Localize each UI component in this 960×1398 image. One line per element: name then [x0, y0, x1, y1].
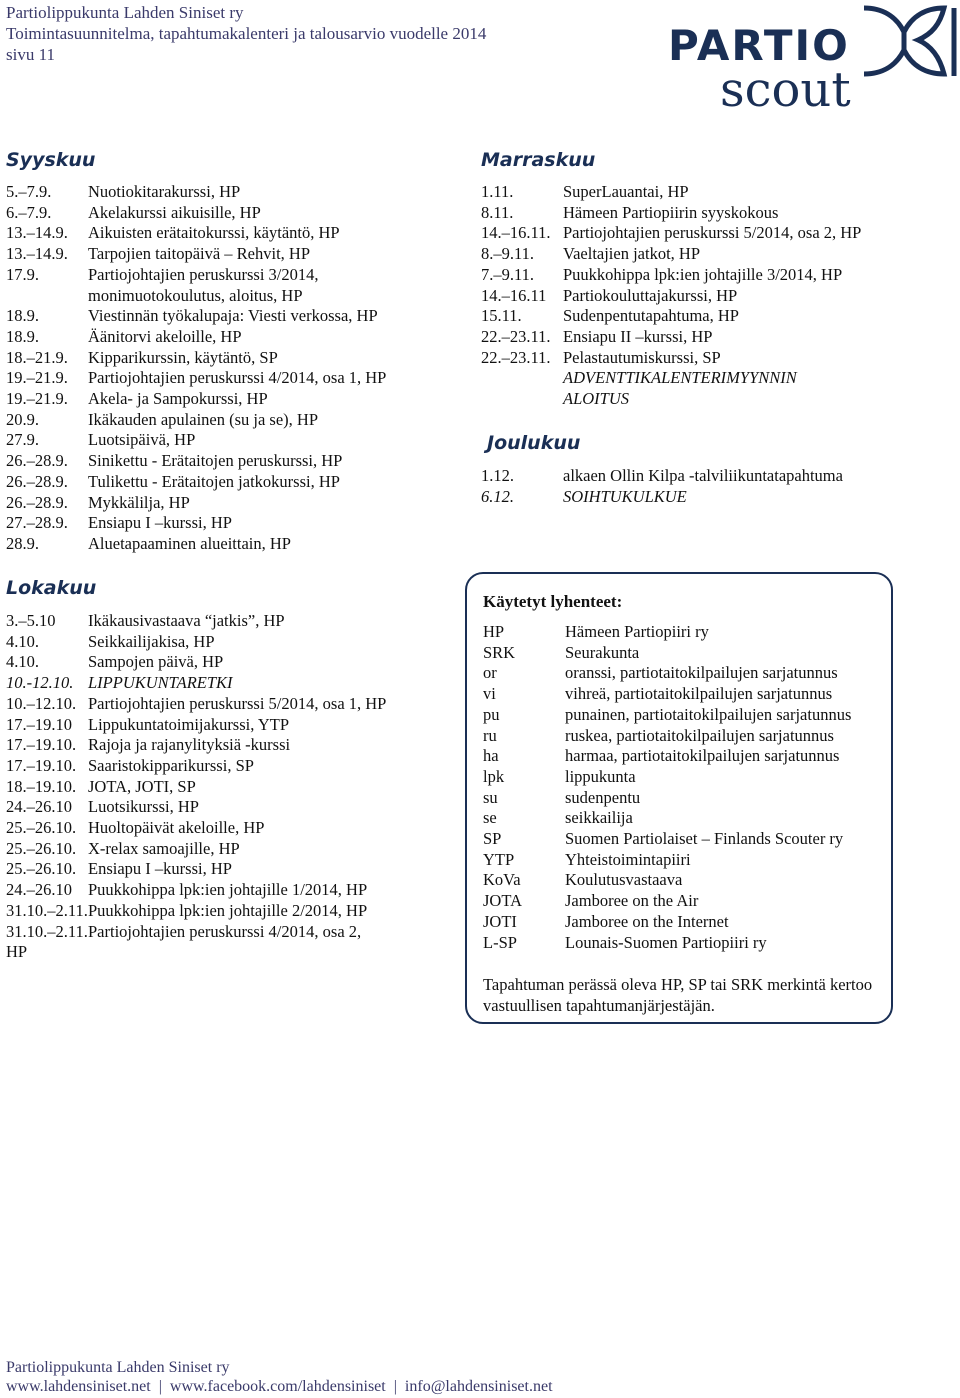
item-text: Vaeltajien jatkot, HP [563, 244, 701, 264]
list-item [6, 472, 456, 493]
item-date: 18.–21.9. [6, 347, 68, 367]
list-item [481, 306, 951, 327]
list-item [481, 265, 951, 286]
list-item [483, 684, 851, 705]
item-text: Pelastautumiskurssi, SP [563, 347, 721, 367]
logo-scout-text: scout [720, 62, 851, 114]
list-item [483, 870, 851, 891]
item-text: X-relax samoajille, HP [88, 838, 240, 858]
list-item [483, 767, 851, 788]
item-date: 6.12. [481, 486, 514, 506]
list-item [481, 348, 951, 369]
item-text: Koulutusvastaava [565, 870, 683, 890]
item-text: Ikäkausivastaava “jatkis”, HP [88, 611, 285, 630]
item-date: 24.–26.10 [6, 880, 72, 900]
item-text: Kipparikurssin, käytäntö, SP [88, 347, 278, 367]
item-date: 15.11. [481, 306, 522, 326]
item-date: or [483, 663, 497, 683]
item-date: su [483, 787, 498, 807]
item-text: Suomen Partiolaiset – Finlands Scouter ry [565, 829, 844, 849]
item-text: Luotsipäivä, HP [88, 430, 196, 450]
item-text: Seikkailijakisa, HP [88, 631, 215, 651]
event-list-marraskuu [481, 182, 951, 410]
item-text: Rajoja ja rajanylityksiä -kurssi [88, 735, 291, 755]
list-item [6, 451, 456, 472]
item-date: 13.–14.9. [6, 244, 68, 264]
item-text: vihreä, partiotaitokilpailujen sarjatunnus [565, 684, 833, 704]
item-text [27, 942, 456, 963]
scout-lily-icon [864, 8, 954, 76]
list-item [6, 756, 456, 777]
footer-email-link[interactable]: info@lahdensiniset.net [404, 1378, 553, 1395]
list-item [483, 643, 851, 664]
list-item [6, 673, 456, 694]
item-text: Luotsikurssi, HP [88, 797, 199, 817]
item-date: 18.–19.10. [6, 776, 77, 796]
list-item [483, 829, 851, 850]
item-date: lpk [483, 766, 505, 786]
item-date: 22.–23.11. [481, 347, 551, 367]
list-item [483, 746, 851, 767]
item-text: Ensiapu I –kurssi, HP [88, 513, 232, 533]
list-item [483, 850, 851, 871]
list-item [6, 694, 456, 715]
item-date: JOTA [483, 891, 523, 911]
item-date: 4.10. [6, 631, 39, 651]
list-item [6, 652, 456, 673]
list-item [6, 797, 456, 818]
item-text: Puukkohippa lpk:ien johtajille 2/2014, HP [88, 900, 368, 920]
item-date: 7.–9.11. [481, 264, 535, 284]
list-item [6, 901, 456, 922]
item-date: JOTI [483, 911, 517, 931]
list-item [483, 788, 851, 809]
item-date: 27.–28.9. [6, 513, 68, 533]
item-date: 6.–7.9. [6, 202, 52, 222]
list-item [6, 715, 456, 736]
abbreviations-note: Tapahtuman perässä oleva HP, SP tai SRK merkintä kertoo vastuullisen tapahtumanjärjestäjän. [483, 975, 873, 1015]
header-org: Partiolippukunta Lahden Siniset ry [6, 3, 244, 22]
item-text: Ensiapu II –kurssi, HP [563, 326, 713, 346]
item-text: ruskea, partiotaitokilpailujen sarjatunnus [565, 725, 834, 745]
item-text: Mykkälilja, HP [88, 492, 190, 512]
item-text: LIPPUKUNTARETKI [88, 673, 233, 693]
section-title-lokakuu: Lokakuu [6, 577, 97, 599]
item-text: Jamboree on the Internet [565, 911, 729, 931]
item-text: Huoltopäivät akeloille, HP [88, 818, 265, 838]
item-text: Puukkohippa lpk:ien johtajille 3/2014, HP [563, 264, 843, 284]
item-date: 20.9. [6, 409, 39, 429]
item-date: HP [483, 622, 505, 641]
item-text: sudenpentu [565, 787, 641, 807]
list-item [481, 368, 951, 389]
list-item [6, 286, 456, 307]
item-text: Lippukuntatoimijakurssi, YTP [88, 714, 290, 734]
section-title-joulukuu: Joulukuu [487, 432, 581, 454]
item-date: SP [483, 829, 502, 849]
list-item [6, 410, 456, 431]
item-date: 19.–21.9. [6, 389, 68, 409]
item-text: lippukunta [565, 766, 636, 786]
list-item [6, 777, 456, 798]
list-item [6, 839, 456, 860]
item-text: Ensiapu I –kurssi, HP [88, 859, 232, 879]
page-header [6, 2, 486, 65]
item-date: 17.–19.10. [6, 755, 77, 775]
item-text: Akela- ja Sampokurssi, HP [88, 389, 268, 409]
list-item [483, 663, 851, 684]
item-text: Jamboree on the Air [565, 891, 699, 911]
list-item [6, 632, 456, 653]
item-date: 13.–14.9. [6, 223, 68, 243]
item-date: 27.9. [6, 430, 39, 450]
item-date [6, 286, 88, 307]
item-text: Sampojen päivä, HP [88, 652, 224, 672]
item-text: Partiojohtajien peruskurssi 3/2014, [88, 264, 319, 284]
item-text: Sinikettu - Erätaitojen peruskurssi, HP [88, 451, 343, 471]
event-list-joulukuu [481, 466, 951, 507]
item-date: 17.9. [6, 264, 39, 284]
list-item [6, 265, 456, 286]
item-date: 17.–19.10. [6, 735, 77, 755]
item-date: vi [483, 684, 496, 704]
item-date: 17.–19.10 [6, 714, 72, 734]
list-item [6, 306, 456, 327]
list-item [481, 286, 951, 307]
item-text: monimuotokoulutus, aloitus, HP [88, 285, 303, 305]
item-date: 10.–12.10. [6, 693, 77, 713]
list-item [481, 244, 951, 265]
list-item [483, 705, 851, 726]
item-date: YTP [483, 849, 515, 869]
item-date: 8.11. [481, 202, 514, 222]
item-text: ALOITUS [563, 389, 630, 409]
item-date: 1.12. [481, 466, 514, 485]
list-item [6, 735, 456, 756]
list-item [481, 182, 951, 203]
page-footer [6, 1358, 553, 1396]
item-date: 14.–16.11. [481, 223, 551, 243]
item-date: 26.–28.9. [6, 451, 68, 471]
list-item [6, 348, 456, 369]
item-text: Äänitorvi akeloille, HP [88, 326, 242, 346]
item-text: Saaristokipparikurssi, SP [88, 755, 254, 775]
item-date: 25.–26.10. [6, 818, 77, 838]
item-date: 31.10.–2.11. [6, 921, 88, 941]
item-date: ha [483, 746, 499, 766]
item-text: Ikäkauden apulainen (su ja se), HP [88, 409, 319, 429]
list-item [6, 942, 456, 963]
item-date: SRK [483, 642, 516, 662]
list-item [6, 880, 456, 901]
footer-org: Partiolippukunta Lahden Siniset ry [6, 1359, 230, 1376]
list-item [6, 922, 456, 943]
footer-facebook-link[interactable]: www.facebook.com/lahdensiniset [169, 1378, 386, 1395]
list-item [481, 223, 951, 244]
abbreviations-box [465, 572, 893, 1024]
list-item [6, 244, 456, 265]
list-item [6, 493, 456, 514]
list-item [6, 327, 456, 348]
item-date: 18.9. [6, 326, 39, 346]
list-item [6, 203, 456, 224]
list-item [481, 389, 951, 410]
list-item [481, 466, 951, 487]
list-item [6, 368, 456, 389]
item-date: 22.–23.11. [481, 326, 551, 346]
list-item [6, 182, 456, 203]
list-item [6, 223, 456, 244]
abbreviations-list [483, 622, 851, 953]
abbreviations-title: Käytetyt lyhenteet: [483, 592, 623, 611]
item-text: ADVENTTIKALENTERIMYYNNIN [563, 368, 797, 388]
header-page-number: sivu 11 [6, 45, 55, 64]
item-text: JOTA, JOTI, SP [88, 776, 196, 796]
item-text: alkaen Ollin Kilpa -talviliikuntatapahtuma [563, 466, 843, 485]
item-text: Partiokouluttajakurssi, HP [563, 285, 738, 305]
item-text: harmaa, partiotaitokilpailujen sarjatunnus [565, 746, 840, 766]
item-text: Tulikettu - Erätaitojen jatkokurssi, HP [88, 471, 340, 491]
item-date [481, 368, 563, 389]
item-text: Sudenpentutapahtuma, HP [563, 306, 739, 326]
item-text: Aluetapaaminen alueittain, HP [88, 533, 291, 553]
section-title-syyskuu: Syyskuu [6, 149, 96, 171]
header-doc-title: Toimintasuunnitelma, tapahtumakalenteri ja talousarvio vuodelle 2014 [6, 24, 487, 43]
item-text: Yhteistoimintapiiri [565, 849, 691, 869]
item-text: oranssi, partiotaitokilpailujen sarjatunnus [565, 663, 838, 683]
item-text: Tarpojien taitopäivä – Rehvit, HP [88, 244, 311, 264]
item-date: 26.–28.9. [6, 471, 68, 491]
list-item [6, 611, 456, 632]
event-list-syyskuu [6, 182, 456, 555]
list-item [6, 818, 456, 839]
section-title-marraskuu: Marraskuu [481, 149, 596, 171]
item-date: 3.–5.10 [6, 611, 56, 630]
item-text: Hämeen Partiopiirin syyskokous [563, 202, 779, 222]
item-text: Aikuisten erätaitokurssi, käytäntö, HP [88, 223, 340, 243]
item-date: HP [6, 942, 28, 962]
item-text: seikkailija [565, 808, 633, 828]
item-date: pu [483, 704, 500, 724]
item-text: Lounais-Suomen Partiopiiri ry [565, 932, 767, 952]
item-date: 8.–9.11. [481, 244, 535, 264]
item-date: 26.–28.9. [6, 492, 68, 512]
item-text: SuperLauantai, HP [563, 182, 689, 201]
list-item [481, 327, 951, 348]
item-date: se [483, 808, 497, 828]
item-date: 31.10.–2.11. [6, 900, 88, 920]
item-date: 1.11. [481, 182, 514, 201]
item-text: SOIHTUKULKUE [563, 486, 687, 506]
item-text: Akelakurssi aikuisille, HP [88, 202, 261, 222]
partio-scout-logo [668, 2, 958, 114]
footer-website-link[interactable]: www.lahdensiniset.net [6, 1378, 151, 1395]
logo-partio-text: PARTIO [668, 21, 850, 70]
list-item [6, 534, 456, 555]
item-text: Puukkohippa lpk:ien johtajille 1/2014, HP [88, 880, 368, 900]
list-item [483, 912, 851, 933]
list-item [6, 859, 456, 880]
item-date: 14.–16.11 [481, 285, 547, 305]
item-text: Partiojohtajien peruskurssi 4/2014, osa 2, [88, 921, 362, 941]
list-item [481, 203, 951, 224]
item-date: L-SP [483, 932, 517, 952]
item-date: 25.–26.10. [6, 838, 77, 858]
item-text: Hämeen Partiopiiri ry [565, 622, 709, 641]
item-text: Seurakunta [565, 642, 640, 662]
item-date: 25.–26.10. [6, 859, 77, 879]
item-date [481, 389, 563, 410]
item-text: Nuotiokitarakurssi, HP [88, 182, 241, 201]
item-date: 5.–7.9. [6, 182, 52, 201]
item-text: Partiojohtajien peruskurssi 5/2014, osa 1, HP [88, 693, 387, 713]
item-date: 28.9. [6, 533, 39, 553]
list-item [483, 891, 851, 912]
item-date: 18.9. [6, 306, 39, 326]
list-item [483, 933, 851, 954]
item-date: 19.–21.9. [6, 368, 68, 388]
list-item [6, 513, 456, 534]
item-date: KoVa [483, 870, 521, 890]
list-item [6, 389, 456, 410]
item-date: 10.-12.10. [6, 673, 74, 693]
list-item [483, 622, 851, 643]
list-item [483, 726, 851, 747]
item-date: 4.10. [6, 652, 39, 672]
list-item [6, 430, 456, 451]
item-text: Partiojohtajien peruskurssi 5/2014, osa 2, HP [563, 223, 862, 243]
item-text: Viestinnän työkalupaja: Viesti verkossa, HP [88, 306, 378, 326]
list-item [483, 808, 851, 829]
item-date: 24.–26.10 [6, 797, 72, 817]
item-date: ru [483, 725, 497, 745]
footer-links: www.lahdensiniset.net | www.facebook.com/lahdensiniset | info@lahdensiniset.net [6, 1378, 553, 1395]
item-text: Partiojohtajien peruskurssi 4/2014, osa 1, HP [88, 368, 387, 388]
list-item [481, 487, 951, 508]
item-text: punainen, partiotaitokilpailujen sarjatunnus [565, 704, 852, 724]
event-list-lokakuu [6, 611, 456, 963]
